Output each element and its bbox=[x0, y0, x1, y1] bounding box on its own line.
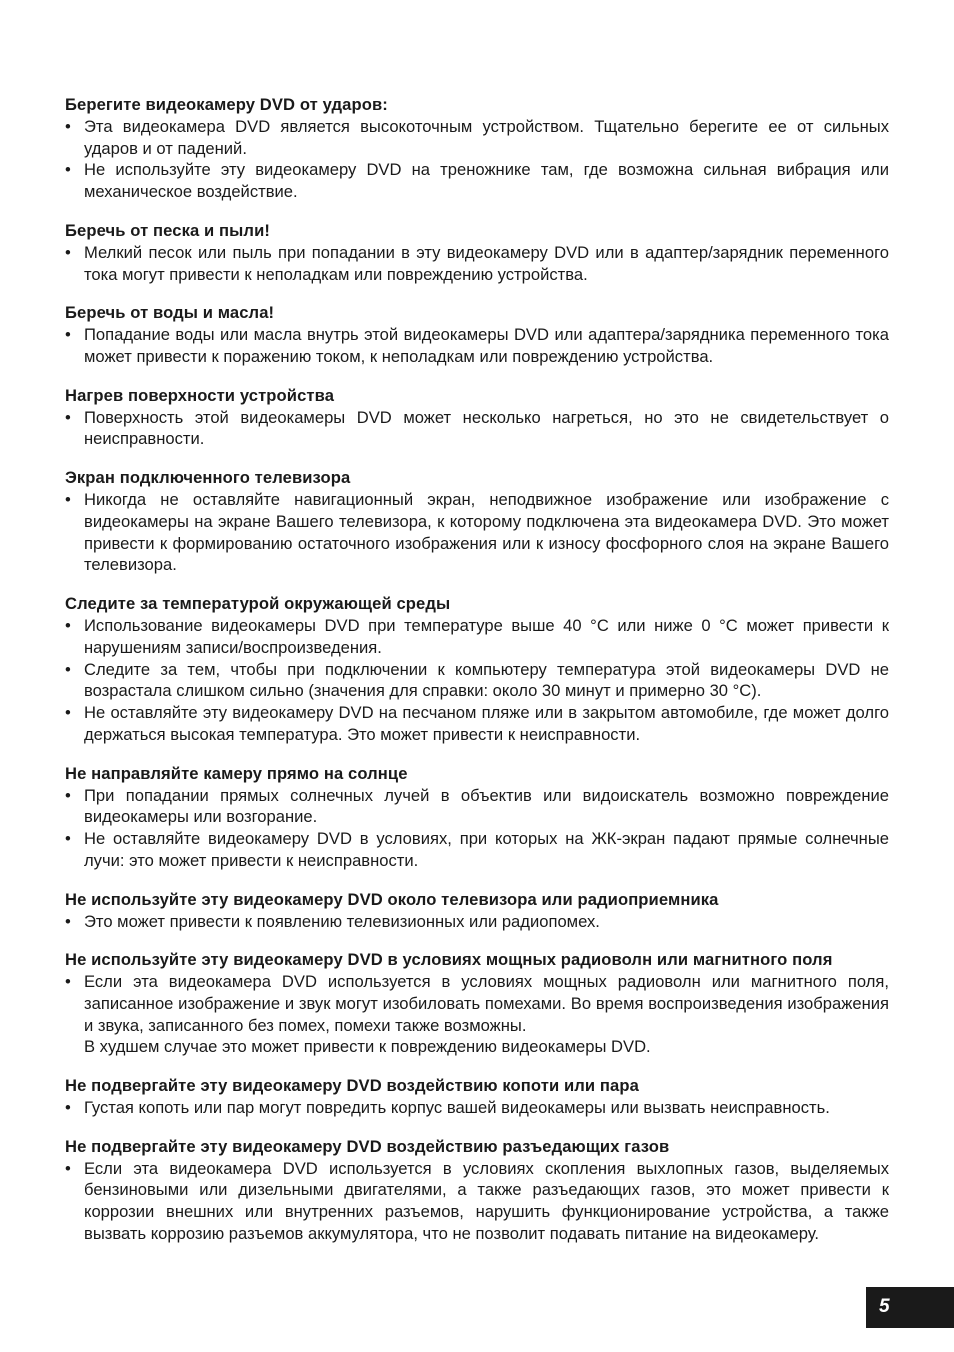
bullet-text: Эта видеокамера DVD является высокоточным устройством. Тщательно берегите ее от сильных ударов и от падений. bbox=[84, 116, 889, 158]
bullet-marker: • bbox=[65, 829, 71, 849]
section-heading: Не подвергайте эту видеокамеру DVD воздействию копоти или пара bbox=[65, 1076, 639, 1096]
section-heading: Не используйте эту видеокамеру DVD в условиях мощных радиоволн или магнитного поля bbox=[65, 950, 833, 970]
bullet-item bbox=[65, 971, 889, 1058]
page-number-tab bbox=[866, 1287, 954, 1328]
section-heading: Нагрев поверхности устройства bbox=[65, 385, 335, 405]
bullet-marker: • bbox=[65, 407, 71, 427]
section-heading: Не подвергайте эту видеокамеру DVD воздействию разъедающих газов bbox=[65, 1136, 670, 1156]
bullet-item bbox=[65, 785, 889, 829]
bullet-item bbox=[65, 911, 889, 933]
section-heading: Экран подключенного телевизора bbox=[65, 468, 351, 488]
bullet-text: Это может привести к появлению телевизионных или радиопомех. bbox=[84, 911, 600, 931]
section-heading: Следите за температурой окружающей среды bbox=[65, 594, 451, 614]
bullet-item bbox=[65, 489, 889, 576]
bullet-text: Поверхность этой видеокамеры DVD может несколько нагреться, но это не свидетельствует о неисправности. bbox=[84, 407, 889, 449]
safety-section bbox=[65, 889, 889, 933]
bullet-text: Не оставляйте видеокамеру DVD в условиях, при которых на ЖК-экран падают прямые солнечные лучи: это может привести к неисправности. bbox=[84, 829, 889, 870]
bullet-text: Если эта видеокамера DVD используется в условиях мощных радиоволн или магнитного поля, записанное изображение и звук могут изобиловать помехами. Во время воспроизведения изображения и звука, записанного без помех, помехи также возможны. В худшем случае это может привести к повреждению видеокамеры DVD. bbox=[84, 972, 889, 1057]
safety-section bbox=[65, 1136, 889, 1245]
section-heading: Не направляйте камеру прямо на солнце bbox=[65, 763, 408, 783]
bullet-text: Если эта видеокамера DVD используется в условиях скопления выхлопных газов, выделяемых бензиновыми или дизельными двигателями, а также разъедающих газов, это может привести к коррозии внешних или внутренних разъемов, нарушить функционирование устройства, а также вызвать коррозию разъемов аккумулятора, что не позволит подавать питание на видеокамеру. bbox=[84, 1158, 889, 1244]
bullet-marker: • bbox=[65, 659, 71, 679]
bullet-item bbox=[65, 407, 889, 451]
bullet-item bbox=[65, 659, 889, 703]
bullet-item bbox=[65, 1158, 889, 1245]
bullet-text: При попадании прямых солнечных лучей в объектив или видоискатель возможно повреждение видеокамеры или возгорание. bbox=[84, 785, 889, 827]
section-heading: Не используйте эту видеокамеру DVD около телевизора или радиоприемника bbox=[65, 889, 719, 909]
safety-section bbox=[65, 467, 889, 576]
manual-page-content bbox=[65, 94, 889, 1262]
safety-section bbox=[65, 385, 889, 450]
bullet-item bbox=[65, 1097, 889, 1119]
bullet-marker: • bbox=[65, 489, 71, 509]
bullet-marker: • bbox=[65, 972, 71, 992]
bullet-item bbox=[65, 828, 889, 872]
bullet-text: Густая копоть или пар могут повредить корпус вашей видеокамеры или вызвать неисправность. bbox=[84, 1098, 830, 1118]
bullet-marker: • bbox=[65, 160, 71, 180]
bullet-marker: • bbox=[65, 1098, 71, 1118]
section-heading: Беречь от песка и пыли! bbox=[65, 220, 270, 240]
section-heading: Беречь от воды и масла! bbox=[65, 303, 275, 323]
bullet-marker: • bbox=[65, 911, 71, 931]
bullet-text: Попадание воды или масла внутрь этой видеокамеры DVD или адаптера/зарядника переменного тока может привести к поражению током, к неполадкам или повреждению устройства. bbox=[84, 325, 889, 366]
bullet-item bbox=[65, 242, 889, 286]
safety-section bbox=[65, 302, 889, 367]
bullet-marker: • bbox=[65, 785, 71, 805]
bullet-marker: • bbox=[65, 116, 71, 136]
safety-section bbox=[65, 763, 889, 872]
bullet-marker: • bbox=[65, 242, 71, 262]
bullet-text: Следите за тем, чтобы при подключении к компьютеру температура этой видеокамеры DVD не возрастала слишком сильно (значения для справки: около 30 минут и примерно 30 °C). bbox=[84, 659, 889, 701]
safety-section bbox=[65, 94, 889, 203]
bullet-item bbox=[65, 615, 889, 659]
bullet-marker: • bbox=[65, 325, 71, 345]
bullet-text: Использование видеокамеры DVD при температуре выше 40 °C или ниже 0 °C может привести к нарушениям записи/воспроизведения. bbox=[84, 615, 889, 657]
page-number: 5 bbox=[879, 1296, 890, 1317]
bullet-text: Не оставляйте эту видеокамеру DVD на песчаном пляже или в закрытом автомобиле, где может долго держаться высокая температура. Это может привести к неисправности. bbox=[84, 703, 889, 744]
safety-section bbox=[65, 1075, 889, 1119]
bullet-item bbox=[65, 116, 889, 160]
bullet-item bbox=[65, 159, 889, 203]
bullet-marker: • bbox=[65, 703, 71, 723]
bullet-text: Мелкий песок или пыль при попадании в эту видеокамеру DVD или в адаптер/зарядник переменного тока могут привести к неполадкам или повреждению устройства. bbox=[84, 242, 889, 284]
bullet-text: Никогда не оставляйте навигационный экран, неподвижное изображение или изображение с видеокамеры на экране Вашего телевизора, к которому подключена эта видеокамера DVD. Это может привести к формированию остаточного изображения или к износу фосфорного слоя на экране Вашего телевизора. bbox=[84, 489, 889, 575]
safety-section bbox=[65, 593, 889, 746]
safety-section bbox=[65, 949, 889, 1058]
bullet-item bbox=[65, 324, 889, 368]
bullet-text: Не используйте эту видеокамеру DVD на треножнике там, где возможна сильная вибрация или механическое воздействие. bbox=[84, 160, 889, 202]
safety-section bbox=[65, 220, 889, 285]
section-heading: Берегите видеокамеру DVD от ударов: bbox=[65, 95, 388, 114]
bullet-item bbox=[65, 702, 889, 746]
bullet-marker: • bbox=[65, 615, 71, 635]
bullet-marker: • bbox=[65, 1158, 71, 1178]
